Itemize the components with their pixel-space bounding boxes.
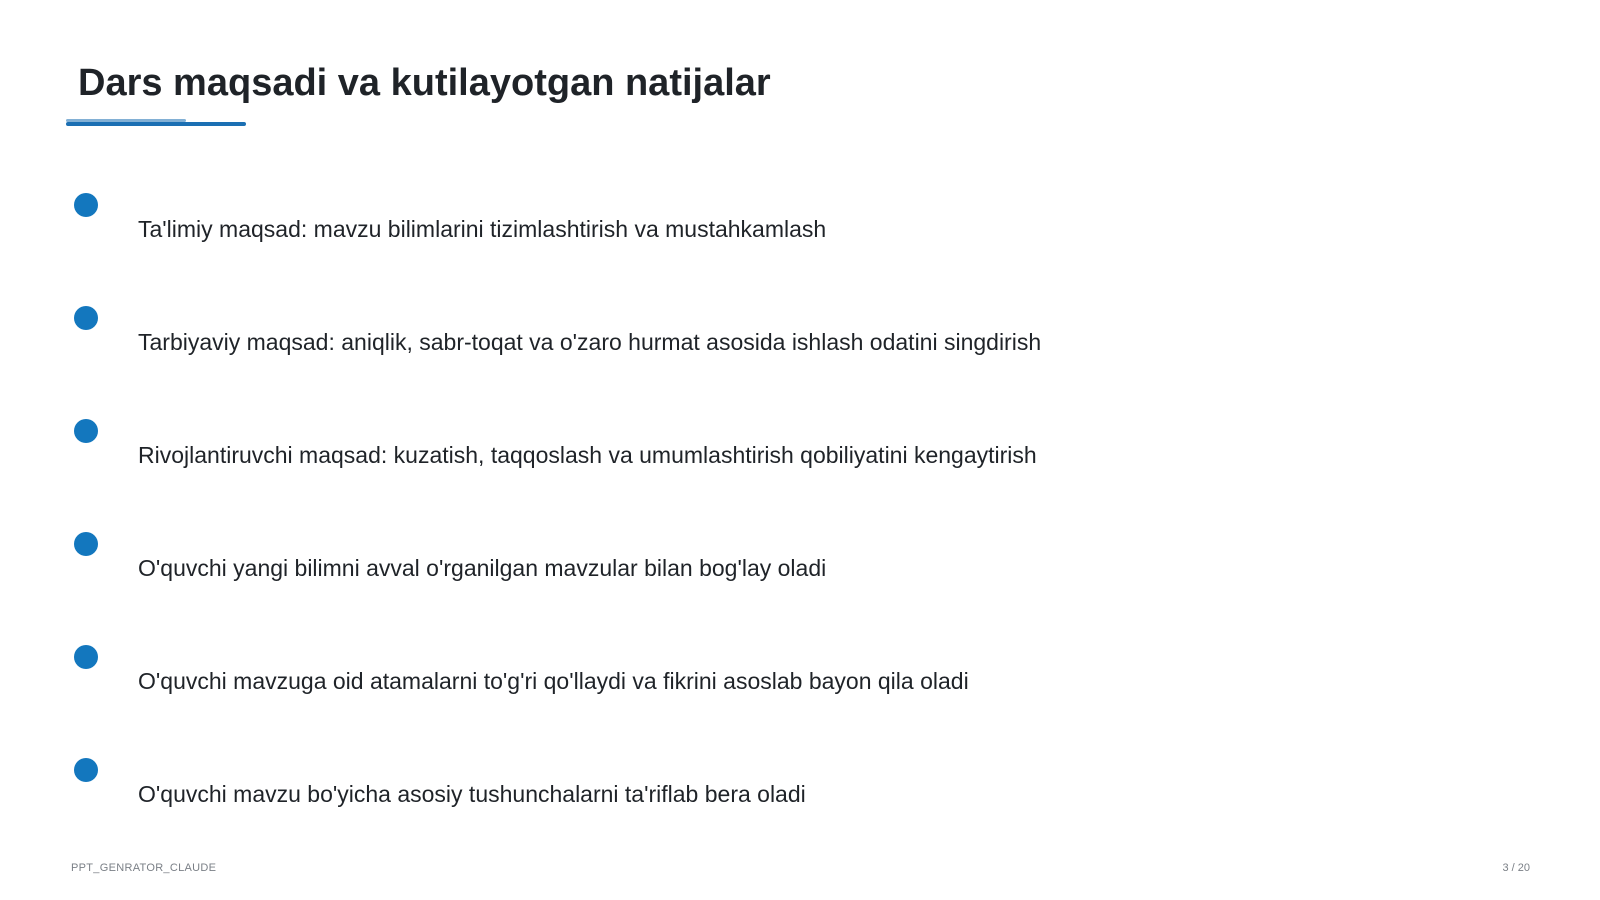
bullet-item xyxy=(0,303,1600,363)
bullet-item xyxy=(0,190,1600,250)
bullet-dot-icon xyxy=(74,645,98,669)
bullet-text: O'quvchi mavzuga oid atamalarni to'g'ri qo'llaydi va fikrini asoslab bayon qila oladi xyxy=(138,668,969,694)
bullet-text: Rivojlantiruvchi maqsad: kuzatish, taqqoslash va umumlashtirish qobiliyatini kengaytirish xyxy=(138,442,1037,468)
bullet-dot-icon xyxy=(74,193,98,217)
slide-title: Dars maqsadi va kutilayotgan natijalar xyxy=(78,62,771,104)
bullet-item xyxy=(0,755,1600,815)
bullet-dot-icon xyxy=(74,419,98,443)
bullet-text: Ta'limiy maqsad: mavzu bilimlarini tizimlashtirish va mustahkamlash xyxy=(138,216,827,242)
footer-page-indicator: 3 / 20 xyxy=(1502,862,1530,874)
bullet-dot-icon xyxy=(74,306,98,330)
bullet-text: O'quvchi yangi bilimni avval o'rganilgan mavzular bilan bog'lay oladi xyxy=(138,555,827,581)
bullet-text: Tarbiyaviy maqsad: aniqlik, sabr-toqat va o'zaro hurmat asosida ishlash odatini singdirish xyxy=(138,329,1042,355)
bullet-item xyxy=(0,416,1600,476)
bullet-item xyxy=(0,529,1600,589)
bullet-dot-icon xyxy=(74,758,98,782)
footer-source-label: PPT_GENRATOR_CLAUDE xyxy=(71,862,217,874)
bullet-dot-icon xyxy=(74,532,98,556)
bullet-text: O'quvchi mavzu bo'yicha asosiy tushunchalarni ta'riflab bera oladi xyxy=(138,781,806,807)
bullet-item xyxy=(0,642,1600,702)
